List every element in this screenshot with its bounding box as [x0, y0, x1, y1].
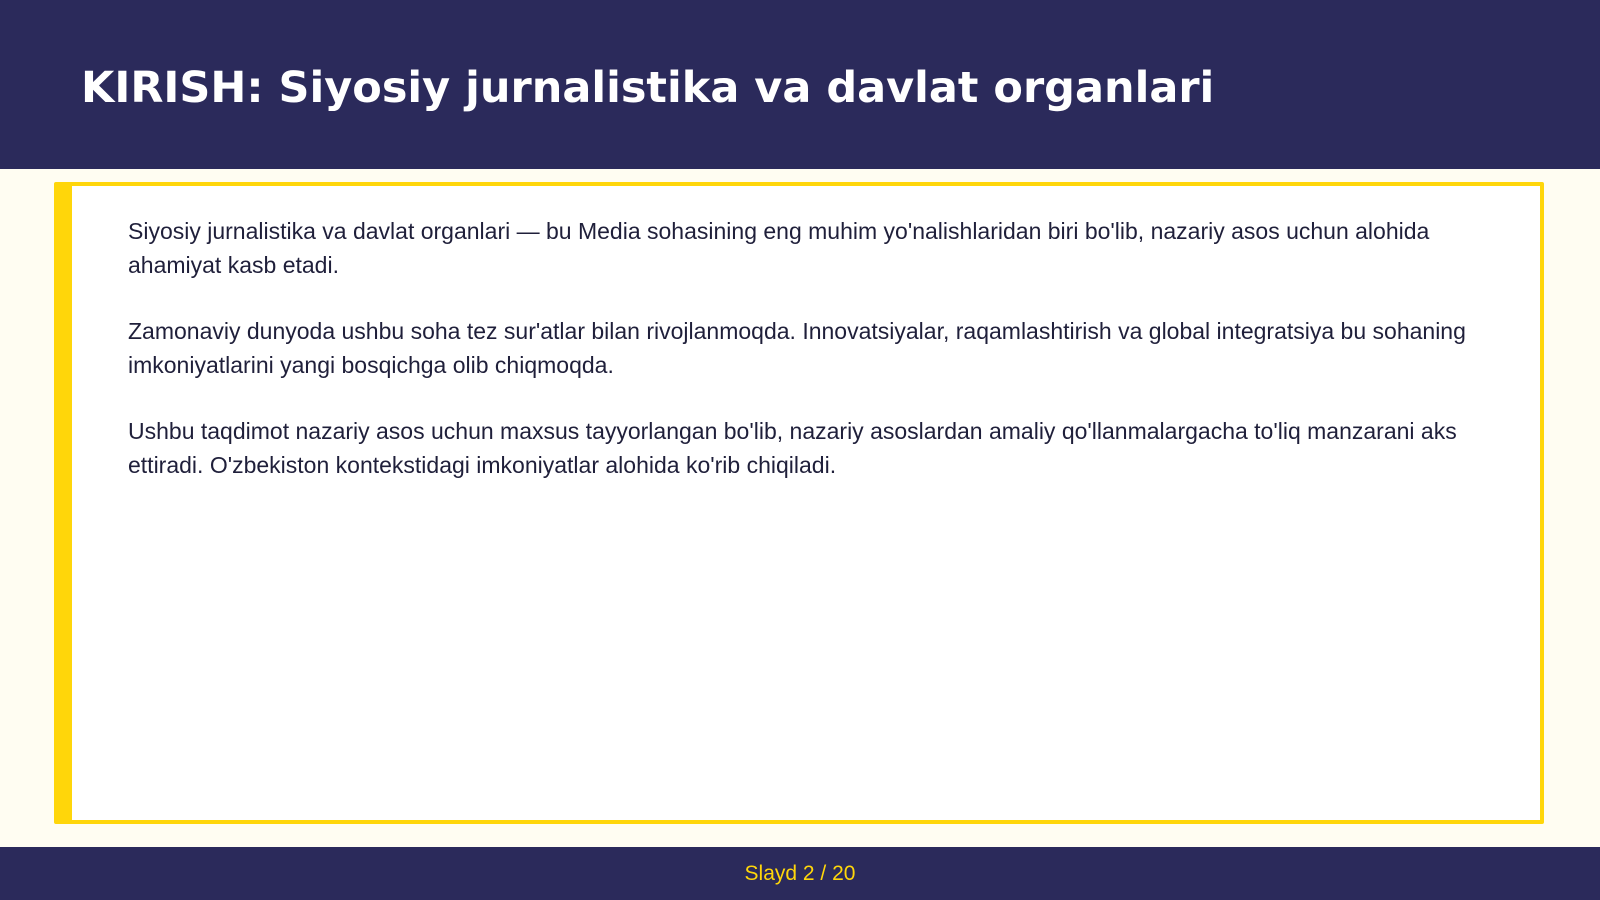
content-card: [54, 182, 1544, 824]
paragraph: Zamonaviy dunyoda ushbu soha tez sur'atlar bilan rivojlanmoqda. Innovatsiyalar, raqamlashtirish va global integratsiya bu sohaning imkoniyatlarini yangi bosqichga olib chiqmoqda.: [128, 318, 1466, 378]
slide-title: KIRISH: Siyosiy jurnalistika va davlat organlari: [81, 63, 1215, 113]
slide-counter: Slayd 2 / 20: [744, 862, 856, 885]
paragraph: Siyosiy jurnalistika va davlat organlari — bu Media sohasining eng muhim yo'nalishlaridan biri bo'lib, nazariy asos uchun alohida ahamiyat kasb etadi.: [128, 218, 1430, 278]
paragraph: Ushbu taqdimot nazariy asos uchun maxsus tayyorlangan bo'lib, nazariy asoslardan amaliy qo'llanmalargacha to'liq manzarani aks ettiradi. O'zbekiston kontekstidagi imkoniyatlar alohida ko'rib chiqiladi.: [128, 418, 1457, 478]
slide-footer: [0, 847, 1600, 900]
slide-header: [0, 0, 1600, 169]
